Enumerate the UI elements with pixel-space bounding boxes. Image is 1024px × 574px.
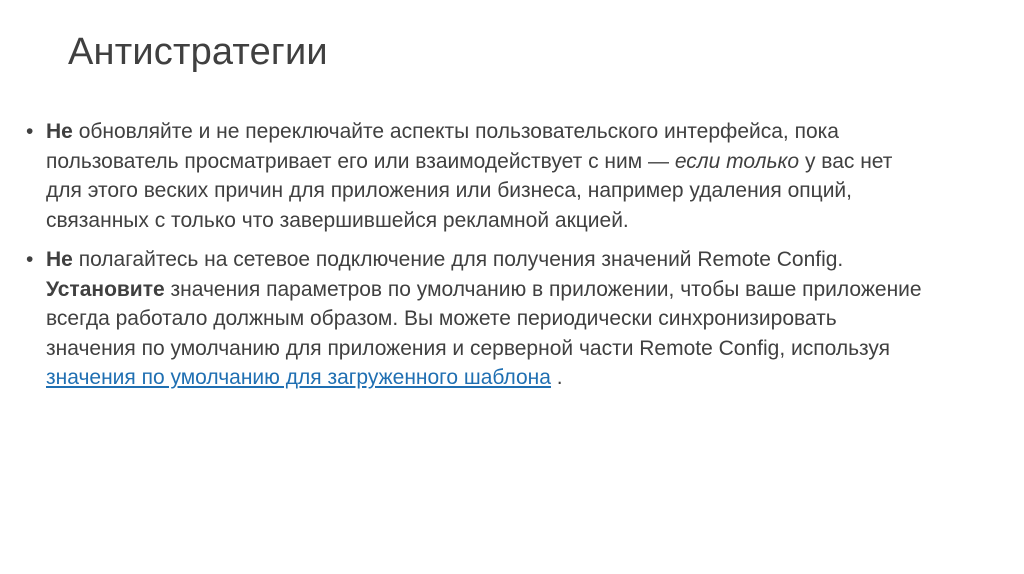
- bullet-2-bold-mid: Установите: [46, 277, 165, 301]
- bullet-marker: •: [26, 120, 34, 143]
- bullet-2-bold-start: Не: [46, 248, 73, 271]
- bullet-1-italic: если только: [674, 149, 800, 173]
- bullet-marker: •: [26, 248, 34, 271]
- bullet-item-1: [26, 117, 926, 235]
- bullet-1-text-1: обновляйте и не переключайте аспекты пользовательского интерфейса, пока пользователь просматривает его или взаимодействует с ним —: [46, 120, 839, 173]
- slide-title: Антистратегии: [68, 31, 328, 73]
- bullet-item-2: [26, 245, 926, 393]
- bullet-1-text-2: у вас нет для этого веских причин для приложения или бизнеса, например удаления опций, связанных с только что завершившейся рекламной акцией.: [46, 149, 893, 232]
- bullet-2-text-2: значения параметров по умолчанию в приложении, чтобы ваше приложение всегда работало должным образом. Вы можете периодически синхронизировать значения по умолчанию для приложения и серверной части Remote Config, используя: [46, 277, 922, 360]
- bullet-2-text-3: .: [550, 366, 563, 389]
- bullet-list: [26, 117, 926, 403]
- bullet-2-text-1: полагайтесь на сетевое подключение для получения значений Remote Config.: [72, 248, 844, 271]
- bullet-1-bold-start: Не: [46, 120, 73, 143]
- template-defaults-link[interactable]: значения по умолчанию для загруженного шаблона: [46, 366, 551, 389]
